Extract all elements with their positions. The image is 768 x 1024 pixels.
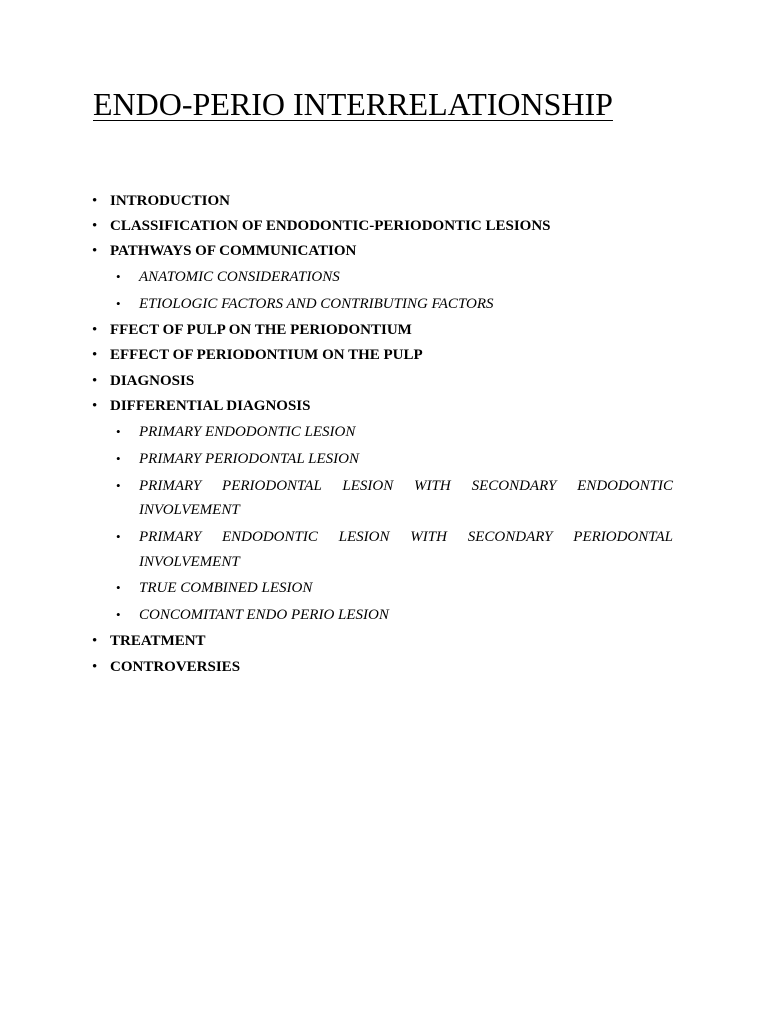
bullet-icon: •: [92, 398, 98, 414]
bullet-icon: •: [92, 243, 98, 259]
sub-list-item-text: PRIMARY PERIODONTAL LESION WITH SECONDARY ENDODONTIC: [139, 478, 673, 494]
sub-list-item-text: PRIMARY PERIODONTAL LESION: [139, 451, 359, 467]
bullet-icon: •: [116, 451, 121, 466]
bullet-icon: •: [92, 659, 98, 675]
bullet-icon: •: [92, 218, 98, 234]
sub-list-item-text: ANATOMIC CONSIDERATIONS: [139, 269, 340, 285]
bullet-icon: •: [92, 373, 98, 389]
list-item-text: CLASSIFICATION OF ENDODONTIC-PERIODONTIC LESIONS: [110, 218, 551, 234]
sub-list-item-text: PRIMARY ENDODONTIC LESION: [139, 424, 356, 440]
bullet-icon: •: [92, 322, 98, 338]
bullet-icon: •: [92, 347, 98, 363]
list-item-text: CONTROVERSIES: [110, 659, 241, 675]
bullet-icon: •: [116, 424, 121, 439]
document-title: ENDO-PERIO INTERRELATIONSHIP: [93, 86, 613, 122]
bullet-icon: •: [92, 633, 98, 649]
list-item-text: EFFECT OF PERIODONTIUM ON THE PULP: [110, 347, 423, 363]
bullet-icon: •: [116, 529, 121, 544]
sub-list-item-text: TRUE COMBINED LESION: [139, 580, 313, 596]
list-item-text: TREATMENT: [110, 633, 206, 649]
bullet-icon: •: [116, 296, 121, 311]
sub-list-item-continuation: INVOLVEMENT: [139, 554, 240, 570]
bullet-icon: •: [116, 607, 121, 622]
list-item-text: FFECT OF PULP ON THE PERIODONTIUM: [110, 322, 412, 338]
sub-list-item-text: PRIMARY ENDODONTIC LESION WITH SECONDARY PERIODONTAL: [139, 529, 673, 545]
bullet-icon: •: [92, 193, 98, 209]
sub-list-item-text: ETIOLOGIC FACTORS AND CONTRIBUTING FACTORS: [139, 296, 494, 312]
list-item-text: INTRODUCTION: [110, 193, 231, 209]
bullet-icon: •: [116, 478, 121, 493]
list-item-text: DIAGNOSIS: [110, 373, 195, 389]
list-item-text: DIFFERENTIAL DIAGNOSIS: [110, 398, 311, 414]
list-item-text: PATHWAYS OF COMMUNICATION: [110, 243, 357, 259]
bullet-icon: •: [116, 269, 121, 284]
sub-list-item-continuation: INVOLVEMENT: [139, 502, 240, 518]
bullet-icon: •: [116, 580, 121, 595]
sub-list-item-text: CONCOMITANT ENDO PERIO LESION: [139, 607, 389, 623]
